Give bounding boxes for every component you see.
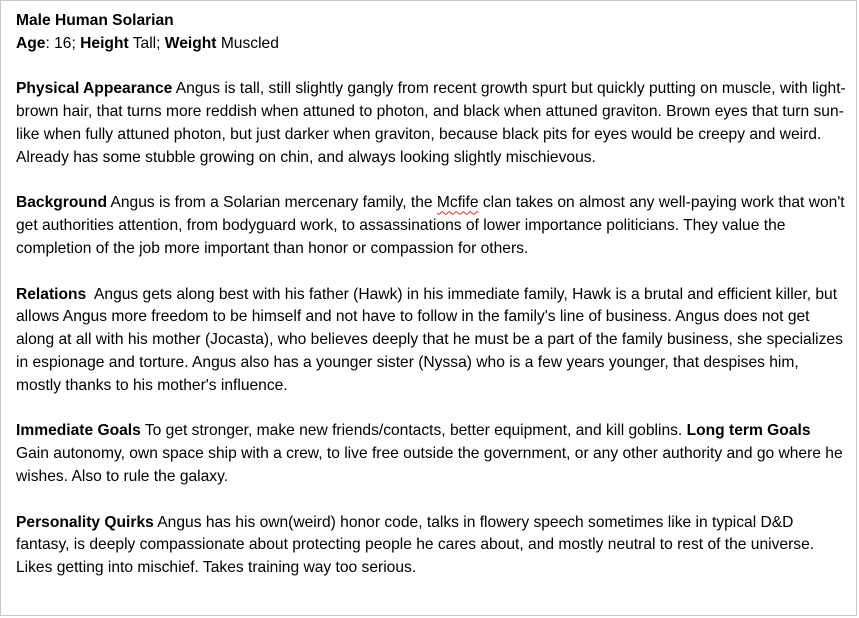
physical-appearance-section: [16, 78, 846, 169]
age-value: : 16;: [45, 34, 81, 52]
long-term-goals-label: Long term Goals: [686, 422, 811, 440]
character-title-text: Male Human Solarian: [16, 12, 174, 29]
immediate-goals-text: To get stronger, make new friends/contacts, better equipment, and kill goblins.: [140, 422, 687, 440]
physical-appearance-label: Physical Appearance: [16, 80, 173, 98]
background-section: [16, 192, 846, 260]
character-title: [16, 10, 846, 33]
personality-quirks-section: [16, 512, 846, 580]
weight-value: Muscled: [216, 34, 279, 52]
stats-line: [16, 33, 846, 56]
background-text-before: Angus is from a Solarian mercenary family, the: [106, 194, 437, 212]
physical-appearance-text: Angus is tall, still slightly gangly from recent growth spurt but quickly putting on muscle, with light-brown hair, that turns more reddish when attuned to photon, and black when attuned graviton. Brown eyes that turn sun-like when fully attuned photon, but just darker when graviton, because black pits for eyes would be creepy and weird. Already has some stubble growing on chin, and always looking slightly mischievous.: [16, 80, 846, 166]
height-label: Height: [80, 34, 129, 52]
personality-quirks-text: Angus has his own(weird) honor code, talks in flowery speech sometimes like in typical D&D fantasy, is deeply compassionate about protecting people he cares about, and mostly neutral to rest of the universe. Likes getting into mischief. Takes training way too serious.: [16, 513, 815, 577]
weight-label: Weight: [164, 34, 217, 52]
relations-text: Angus gets along best with his father (Hawk) in his immediate family, Hawk is a brutal and efficient killer, but allows Angus more freedom to be himself and not have to follow in the family's line of business. Angus does not get along at all with his mother (Jocasta), who believes deeply that he must be a part of the family business, she specializes in espionage and torture. Angus also has a younger sister (Nyssa) who is a few years younger, that despises him, mostly thanks to his mother's influence.: [16, 285, 848, 394]
goals-section: [16, 420, 846, 488]
background-label: Background: [16, 194, 107, 212]
relations-label: Relations: [16, 285, 87, 303]
height-value: Tall;: [128, 34, 165, 52]
background-text-after: clan takes on almost any well-paying work that won't get authorities attention, from bodyguard work, to assassinations of lower importance politicians. They value the completion of the job more important than honor or compassion for others.: [16, 194, 845, 257]
age-label: Age: [16, 34, 46, 52]
personality-quirks-label: Personality Quirks: [16, 513, 154, 531]
long-term-goals-text: Gain autonomy, own space ship with a crew, to live free outside the government, or any other authority and go where he wishes. Also to rule the galaxy.: [16, 445, 843, 485]
character-sheet: [16, 10, 846, 580]
immediate-goals-label: Immediate Goals: [16, 422, 141, 440]
relations-section: [16, 284, 846, 398]
misspelled-word-mcfife[interactable]: Mcfife: [436, 194, 479, 212]
